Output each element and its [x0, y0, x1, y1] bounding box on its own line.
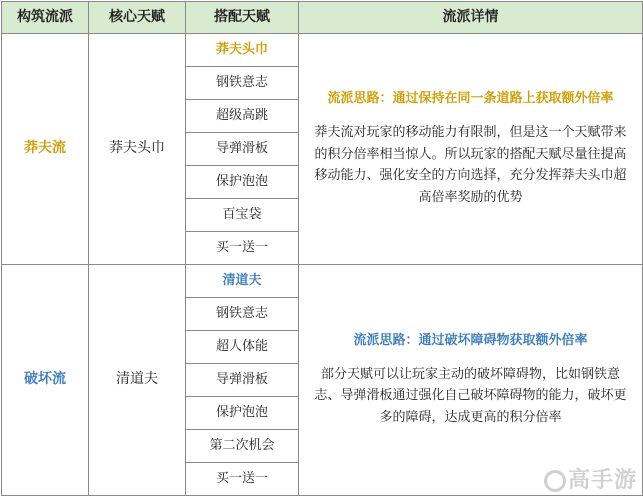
school-description: 部分天赋可以让玩家主动的破坏障碍物，比如钢铁意志、导弹滑板通过强化自己破坏障碍物的能力，破坏更多的障碍，达成更高的积分倍率 [314, 366, 627, 425]
school-name: 破坏流 [2, 265, 89, 496]
sub-talent: 百宝袋 [186, 199, 299, 232]
sub-talent: 保护泡泡 [186, 397, 299, 430]
sub-talent: 保护泡泡 [186, 166, 299, 199]
sub-talent: 超级高跳 [186, 100, 299, 133]
school-thinking: 流派思路：通过保持在同一条道路上获取额外倍率 [327, 91, 614, 107]
sub-talent: 钢铁意志 [186, 67, 299, 100]
school-name: 莽夫流 [2, 34, 89, 265]
sub-talent: 导弹滑板 [186, 133, 299, 166]
watermark-text: 高手游 [567, 468, 637, 493]
sub-talent: 导弹滑板 [186, 364, 299, 397]
table-row [2, 34, 643, 67]
talent-table [1, 1, 643, 496]
header-detail: 流派详情 [299, 2, 643, 34]
school-detail [299, 265, 643, 496]
sub-talent: 第二次机会 [186, 430, 299, 463]
header-core-talent: 核心天赋 [89, 2, 186, 34]
header-school: 构筑流派 [2, 2, 89, 34]
sub-talent: 超人体能 [186, 331, 299, 364]
core-talent: 莽夫头巾 [89, 34, 186, 265]
school-thinking: 流派思路：通过破坏障碍物获取额外倍率 [353, 332, 588, 348]
sub-talent: 买一送一 [186, 463, 299, 496]
sub-talent: 买一送一 [186, 232, 299, 265]
school-description: 莽夫流对玩家的移动能力有限制，但是这一个天赋带来的积分倍率相当惊人。所以玩家的搭配天赋尽量往提高移动能力、强化安全的方向选择，充分发挥莽夫头巾超高倍率奖励的优势 [314, 125, 627, 205]
core-talent: 清道夫 [89, 265, 186, 496]
header-row [2, 2, 643, 34]
sub-talent: 清道夫 [186, 265, 299, 298]
school-detail [299, 34, 643, 265]
header-sub-talent: 搭配天赋 [186, 2, 299, 34]
sub-talent: 钢铁意志 [186, 298, 299, 331]
table-row [2, 265, 643, 298]
sub-talent: 莽夫头巾 [186, 34, 299, 67]
